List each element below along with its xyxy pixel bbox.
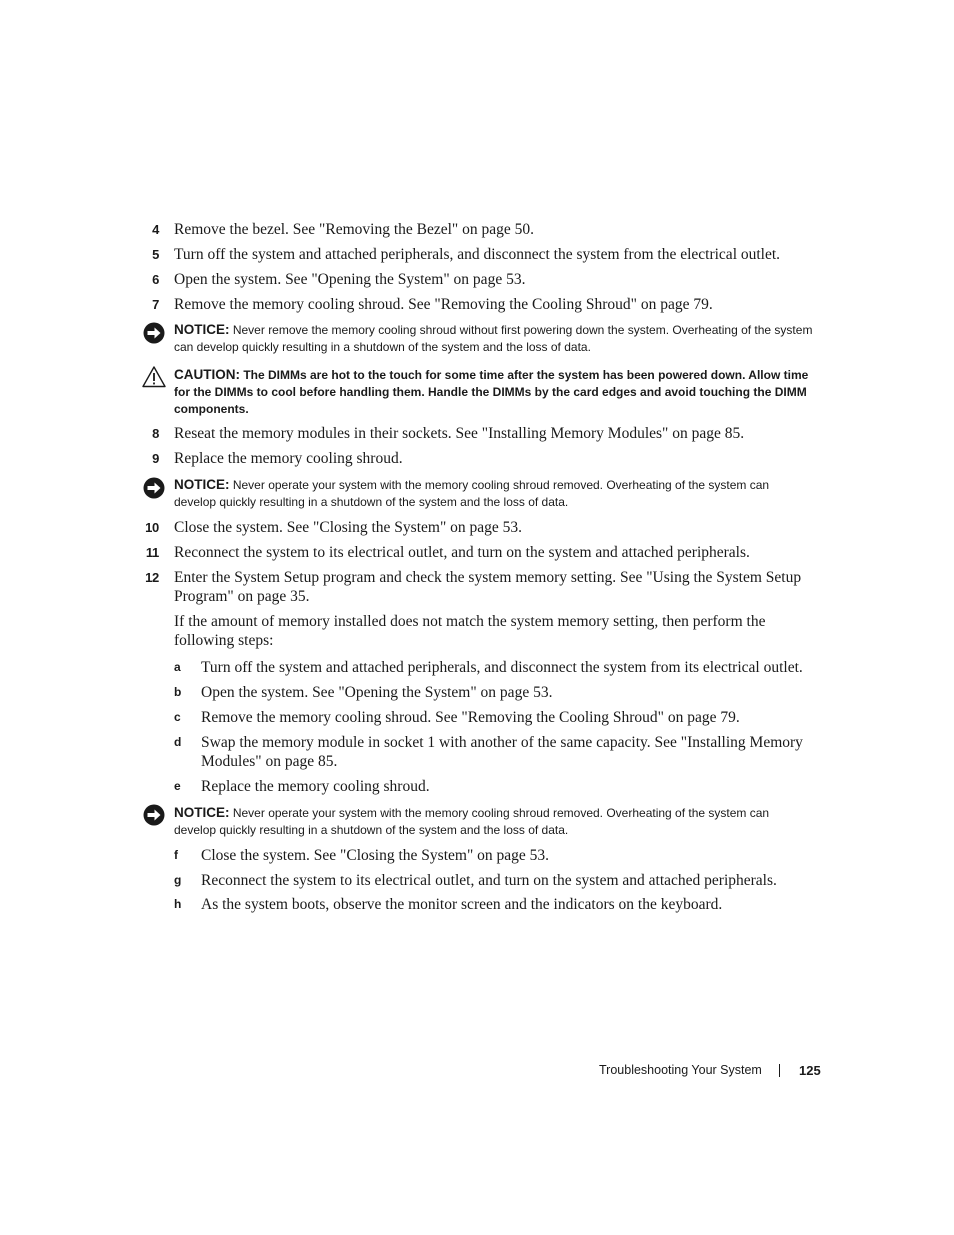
footer-divider (779, 1064, 780, 1077)
substep-text: Close the system. See "Closing the System" on page 53. (201, 847, 550, 864)
substep-text: Open the system. See "Opening the System" on page 53. (201, 684, 553, 701)
step-number: 12 (145, 570, 159, 585)
substep-letter: f (174, 848, 178, 862)
caution-body (174, 366, 814, 418)
substep-letter: b (174, 685, 182, 699)
substep-text: Remove the memory cooling shroud. See "Removing the Cooling Shroud" on page 79. (201, 709, 740, 726)
step-text: Open the system. See "Opening the System" on page 53. (174, 271, 526, 288)
notice-text: Never operate your system with the memory cooling shroud removed. Overheating of the system can develop quickly resulting in a shutdown of the system and the loss of data. (174, 806, 770, 837)
step-number: 9 (152, 451, 159, 466)
substep-text: Replace the memory cooling shroud. (201, 778, 430, 795)
page-number: 125 (799, 1063, 821, 1078)
step-text: Remove the memory cooling shroud. See "Removing the Cooling Shroud" on page 79. (174, 296, 713, 313)
substep-text: Reconnect the system to its electrical outlet, and turn on the system and attached peripherals. (201, 872, 777, 889)
substep-letter: c (174, 710, 181, 724)
footer-section-title: Troubleshooting Your System (599, 1063, 762, 1077)
step-number: 8 (152, 426, 159, 441)
step-text: Reseat the memory modules in their sockets. See "Installing Memory Modules" on page 85. (174, 425, 745, 442)
step-number: 6 (152, 272, 159, 287)
step-text: Reconnect the system to its electrical outlet, and turn on the system and attached peripherals. (174, 544, 750, 561)
notice-label: NOTICE: (174, 322, 230, 337)
substep-letter: d (174, 735, 182, 749)
substep-letter: e (174, 779, 181, 793)
step-text: Remove the bezel. See "Removing the Bezel" on page 50. (174, 221, 535, 238)
notice-text: Never operate your system with the memory cooling shroud removed. Overheating of the system can develop quickly resulting in a shutdown of the system and the loss of data. (174, 478, 770, 509)
substep-text: Turn off the system and attached peripherals, and disconnect the system from its electrical outlet. (201, 659, 803, 676)
caution-label: CAUTION: (174, 367, 240, 382)
notice-text: Never remove the memory cooling shroud without first powering down the system. Overheating of the system can develop quickly resulting in a shutdown of the system and the loss of data. (174, 323, 813, 354)
notice-body (174, 476, 814, 511)
step-text: Close the system. See "Closing the System" on page 53. (174, 519, 523, 536)
notice-arrow-icon (142, 476, 166, 500)
notice-arrow-icon (142, 803, 166, 827)
substep-text: Swap the memory module in socket 1 with another of the same capacity. See "Installing Memory Modules" on page 85. (201, 734, 803, 770)
notice-arrow-icon (142, 321, 166, 345)
step-text: Replace the memory cooling shroud. (174, 450, 403, 467)
substep-letter: g (174, 873, 182, 887)
step-number: 11 (145, 545, 159, 560)
step-text: Turn off the system and attached peripherals, and disconnect the system from the electrical outlet. (174, 246, 781, 263)
caution-triangle-icon (142, 365, 166, 389)
step-text: Enter the System Setup program and check the system memory setting. See "Using the System Setup Program" on page 35. (174, 569, 802, 605)
substep-text: As the system boots, observe the monitor screen and the indicators on the keyboard. (201, 896, 723, 913)
notice-body (174, 804, 814, 839)
step-number: 10 (145, 520, 159, 535)
caution-text: The DIMMs are hot to the touch for some time after the system has been powered down. Allow time for the DIMMs to cool before handling them. Handle the DIMMs by the card edges and avoid touching the DIMM components. (174, 368, 809, 416)
substep-letter: a (174, 660, 181, 674)
step-12-paragraph: If the amount of memory installed does not match the system memory setting, then perform the following steps: (174, 613, 766, 649)
substep-letter: h (174, 897, 182, 911)
step-number: 7 (152, 297, 159, 312)
notice-label: NOTICE: (174, 805, 230, 820)
notice-label: NOTICE: (174, 477, 230, 492)
step-number: 5 (152, 247, 159, 262)
step-number: 4 (152, 222, 159, 237)
notice-body (174, 321, 814, 356)
